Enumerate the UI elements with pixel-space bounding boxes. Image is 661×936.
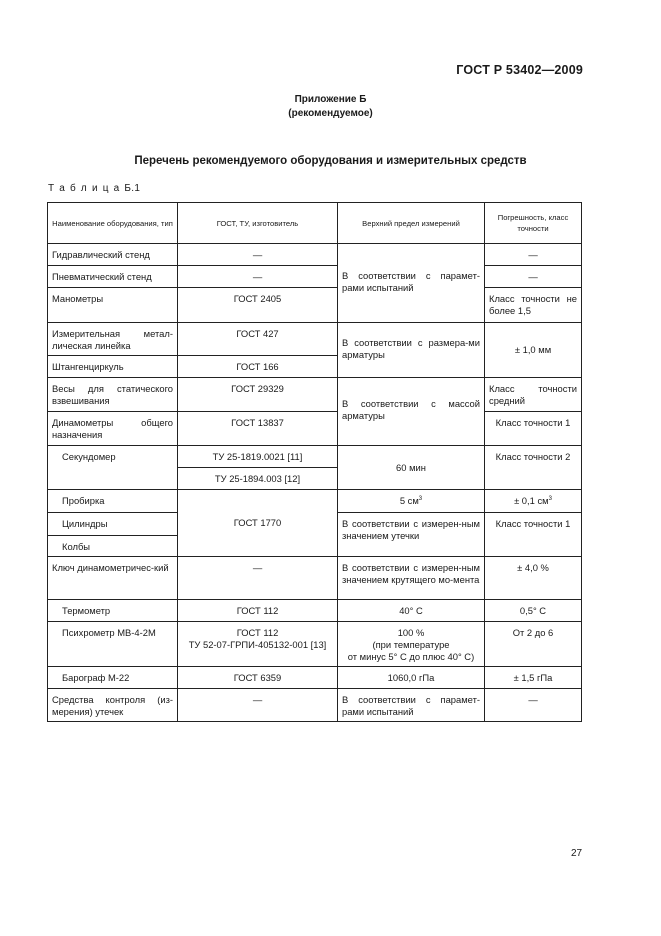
- gost-line: ТУ 52-07-ГРПИ-405132-001 [13]: [188, 639, 327, 650]
- cell-gost: [178, 622, 338, 667]
- cell-name: Пневматический стенд: [48, 266, 178, 288]
- cell-name: Психрометр МВ-4-2М: [48, 622, 178, 667]
- cell-error: —: [485, 689, 582, 722]
- limit-superscript: 3: [418, 495, 423, 502]
- cell-gost: ГОСТ 427: [178, 323, 338, 356]
- cell-name: Гидравлический стенд: [48, 244, 178, 266]
- cell-error: Класс точности средний: [485, 378, 582, 412]
- table-row: [48, 557, 582, 600]
- column-header-name: Наименование оборудования, тип: [48, 203, 178, 244]
- cell-name: Штангенциркуль: [48, 356, 178, 378]
- cell-name: Термометр: [48, 600, 178, 622]
- cell-gost: —: [178, 557, 338, 600]
- cell-error: [485, 490, 582, 513]
- cell-limit: В соответствии с парамет-рами испытаний: [338, 244, 485, 323]
- cell-limit: В соответствии с размера-ми арматуры: [338, 323, 485, 378]
- cell-gost: ТУ 25-1819.0021 [11]: [178, 446, 338, 468]
- cell-error: От 2 до 6: [485, 622, 582, 667]
- appendix-heading: [0, 93, 661, 121]
- cell-name: Пробирка: [48, 490, 178, 513]
- cell-error: —: [485, 266, 582, 288]
- table-row: [48, 288, 582, 323]
- cell-name: Ключ динамометричес-кий: [48, 557, 178, 600]
- cell-limit: В соответствии с измерен-ным значением утечки: [338, 513, 485, 557]
- cell-error: Класс точности 1: [485, 412, 582, 446]
- cell-gost: ГОСТ 112: [178, 600, 338, 622]
- table-caption-label: Т а б л и ц а: [48, 183, 121, 194]
- limit-line: (при температуре: [372, 639, 450, 650]
- appendix-note: (рекомендуемое): [288, 108, 373, 119]
- cell-gost: ТУ 25-1894.003 [12]: [178, 468, 338, 490]
- cell-name: Средства контроля (из-мерения) утечек: [48, 689, 178, 722]
- cell-gost: ГОСТ 166: [178, 356, 338, 378]
- table-row: [48, 378, 582, 412]
- table-caption-number: Б.1: [124, 183, 141, 194]
- cell-name: Измерительная метал-лическая линейка: [48, 323, 178, 356]
- appendix-label: Приложение Б: [294, 94, 367, 105]
- cell-error: —: [485, 244, 582, 266]
- cell-name: Секундомер: [48, 446, 178, 490]
- cell-name: Колбы: [48, 536, 178, 557]
- cell-limit: 1060,0 гПа: [338, 667, 485, 689]
- cell-gost: ГОСТ 1770: [178, 490, 338, 557]
- cell-error: ± 4,0 %: [485, 557, 582, 600]
- cell-name: Барограф М-22: [48, 667, 178, 689]
- gost-line: ГОСТ 112: [236, 627, 279, 638]
- cell-limit: В соответствии с парамет-рами испытаний: [338, 689, 485, 722]
- cell-error: ± 1,0 мм: [485, 323, 582, 378]
- table-header-row: [48, 203, 582, 244]
- cell-gost: —: [178, 689, 338, 722]
- limit-line: от минус 5° С до плюс 40° С): [347, 651, 475, 662]
- table-row: [48, 323, 582, 356]
- table-row: [48, 266, 582, 288]
- table-row: [48, 490, 582, 513]
- column-header-limit: Верхний предел измерений: [338, 203, 485, 244]
- page-number: 27: [571, 848, 583, 859]
- table-caption: [48, 183, 140, 194]
- cell-gost: —: [178, 244, 338, 266]
- equipment-table: [47, 202, 582, 722]
- table-row: [48, 667, 582, 689]
- table-row: [48, 446, 582, 468]
- cell-error: 0,5° С: [485, 600, 582, 622]
- table-row: [48, 600, 582, 622]
- cell-name: Весы для статического взвешивания: [48, 378, 178, 412]
- error-value: ± 0,1 см: [514, 495, 549, 506]
- cell-name: Цилиндры: [48, 513, 178, 536]
- limit-line: 100 %: [397, 627, 425, 638]
- page-title: Перечень рекомендуемого оборудования и измерительных средств: [134, 155, 527, 167]
- cell-limit: В соответствии с массой арматуры: [338, 378, 485, 446]
- cell-error: ± 1,5 гПа: [485, 667, 582, 689]
- cell-gost: —: [178, 266, 338, 288]
- error-superscript: 3: [548, 495, 552, 502]
- column-header-gost: ГОСТ, ТУ, изготовитель: [178, 203, 338, 244]
- cell-limit: В соответствии с измерен-ным значением крутящего мо-мента: [338, 557, 485, 600]
- cell-error: Класс точности 1: [485, 513, 582, 557]
- cell-limit: [338, 622, 485, 667]
- cell-name: Динамометры общего назначения: [48, 412, 178, 446]
- column-header-error: Погрешность, класс точности: [485, 203, 582, 244]
- cell-gost: ГОСТ 13837: [178, 412, 338, 446]
- cell-limit: [338, 490, 485, 513]
- cell-limit: 40° С: [338, 600, 485, 622]
- standard-number: ГОСТ Р 53402—2009: [456, 63, 583, 77]
- cell-gost: ГОСТ 2405: [178, 288, 338, 323]
- table-row: [48, 622, 582, 667]
- cell-error: Класс точности не более 1,5: [485, 288, 582, 323]
- cell-name: Манометры: [48, 288, 178, 323]
- table-row: [48, 689, 582, 722]
- cell-gost: ГОСТ 29329: [178, 378, 338, 412]
- table-row: [48, 412, 582, 446]
- limit-value: 5 см: [399, 495, 419, 506]
- table-row: [48, 244, 582, 266]
- cell-limit: 60 мин: [338, 446, 485, 490]
- cell-error: Класс точности 2: [485, 446, 582, 490]
- cell-gost: ГОСТ 6359: [178, 667, 338, 689]
